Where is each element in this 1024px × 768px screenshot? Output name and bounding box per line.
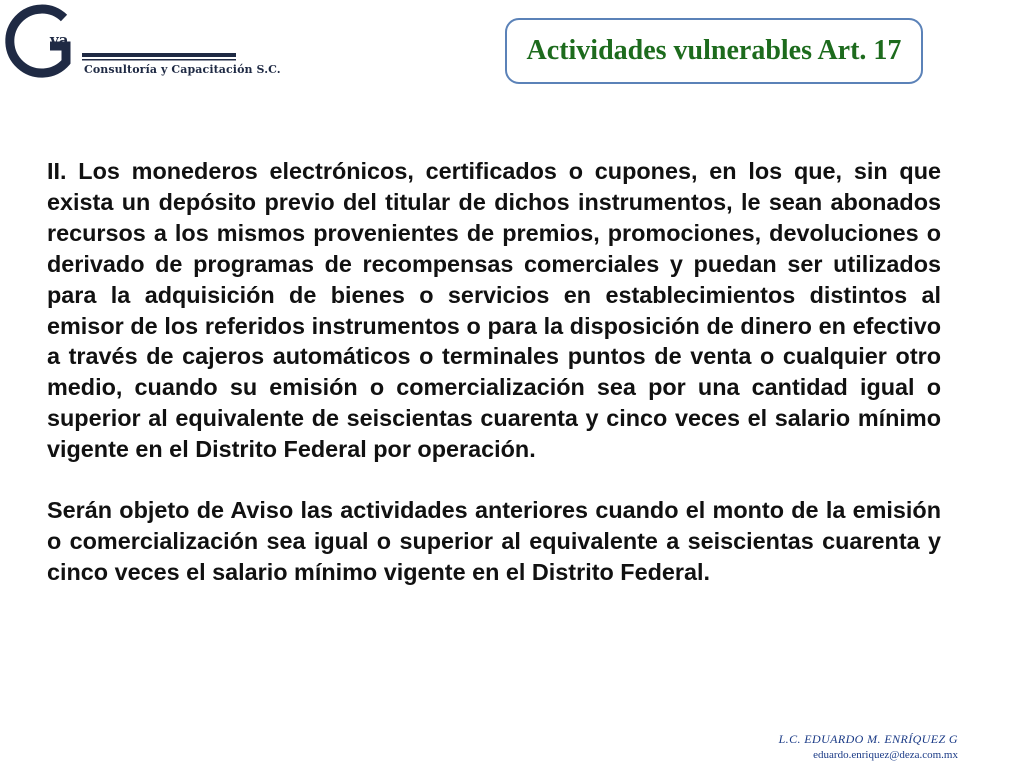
- logo-caption: Consultoría y Capacitación S.C.: [84, 63, 281, 76]
- author-email: eduardo.enriquez@deza.com.mx: [813, 749, 958, 761]
- paragraph-fraction-ii: II. Los monederos electrónicos, certificados o cupones, en los que, sin que exista un depósito previo del titular de dichos instrumentos, le sean abonados recursos a los mismos provenientes de premios, promociones, devoluciones o derivado de programas de recompensas comerciales y puedan ser utilizados para la adquisición de bienes o servicios en establecimientos distintos al emisor de los referidos instrumentos o para la disposición de dinero en efectivo a través de cajeros automáticos o terminales puntos de venta o cualquier otro medio, cuando su emisión o comercialización sea por una cantidad igual o superior al equivalente de seiscientas cuarenta y cinco veces el salario mínimo vigente en el Distrito Federal por operación.: [47, 158, 941, 463]
- footer-signature: [779, 732, 958, 761]
- company-logo: [4, 4, 281, 84]
- title-box: [505, 18, 923, 84]
- logo-letters: va: [50, 31, 69, 49]
- paragraph-aviso: Serán objeto de Aviso las actividades anteriores cuando el monto de la emisión o comercialización sea igual o superior al equivalente a seiscientas cuarenta y cinco veces el salario mínimo vigente en el Distrito Federal.: [47, 497, 941, 585]
- author-name: L.C. EDUARDO M. ENRÍQUEZ G: [778, 732, 958, 746]
- body-content: [47, 156, 941, 588]
- page-title: Actividades vulnerables Art. 17: [526, 35, 902, 66]
